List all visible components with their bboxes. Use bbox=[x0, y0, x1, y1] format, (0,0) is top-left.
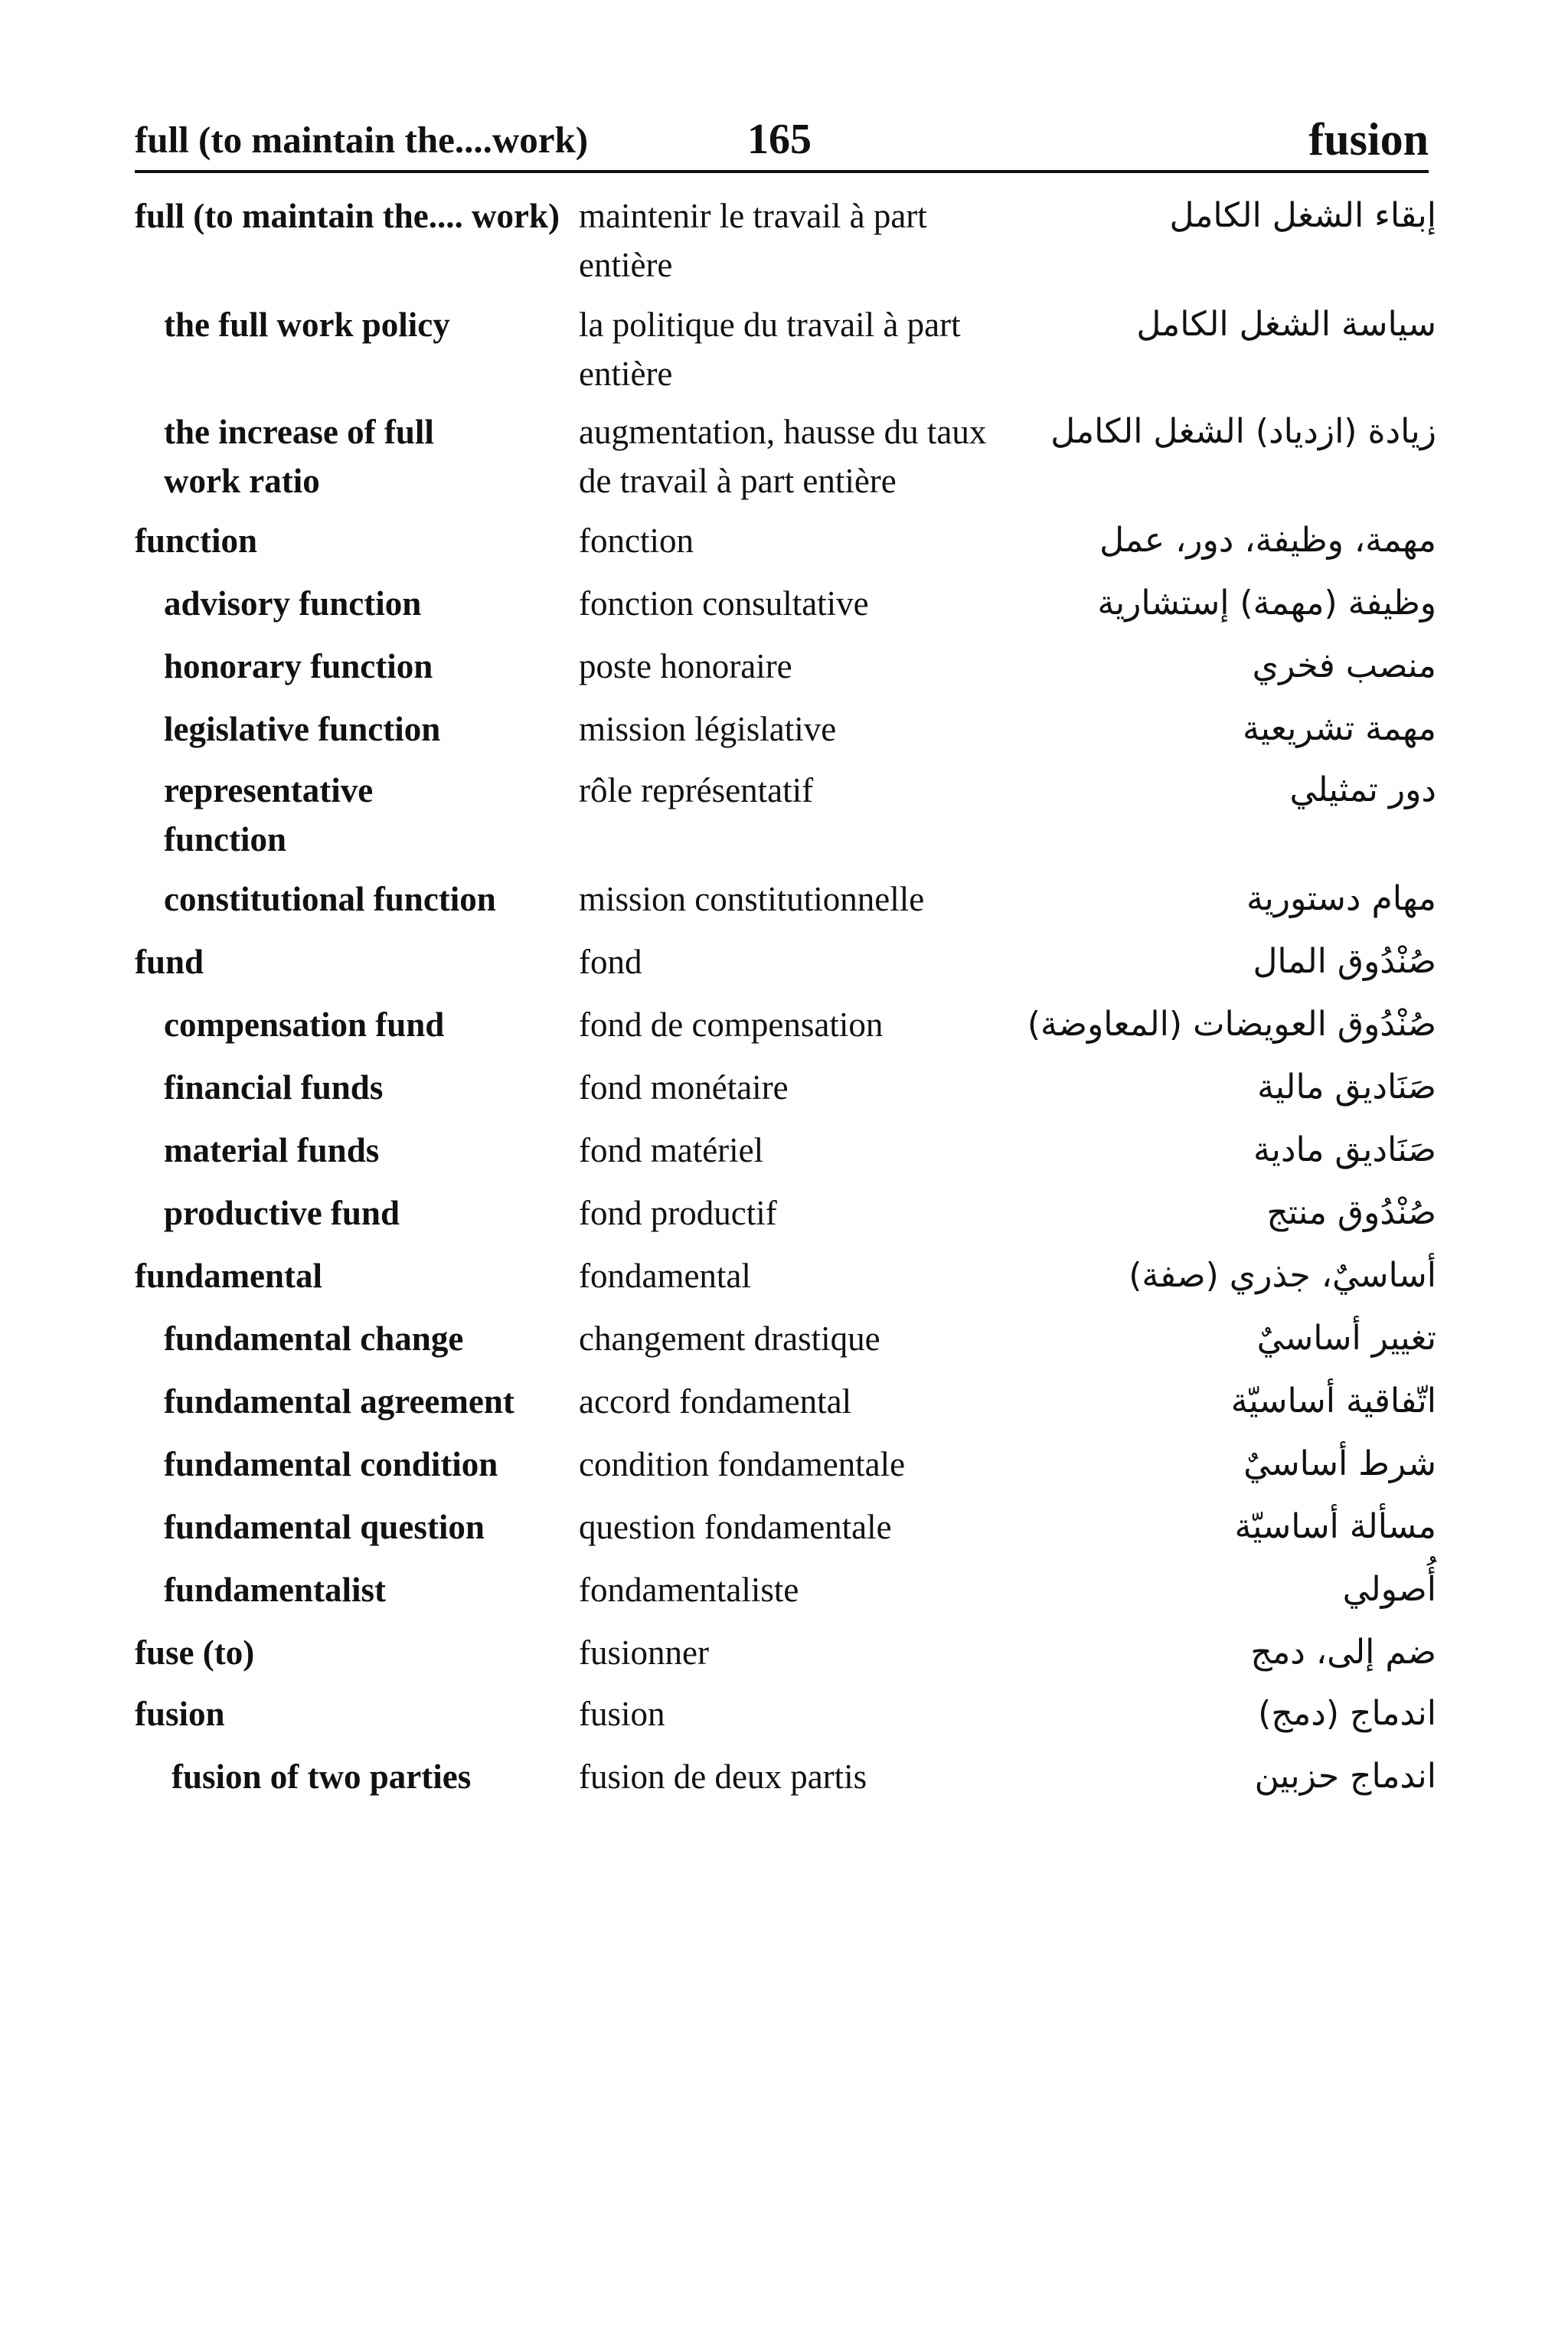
entry-arabic: صُنْدُوق العويضات (المعاوضة) bbox=[1027, 1005, 1436, 1044]
entry-french: mission constitutionnelle bbox=[579, 880, 925, 918]
entry-arabic: صَنَاديق مادية bbox=[1253, 1130, 1436, 1169]
entry-french: mission législative bbox=[579, 710, 837, 748]
entry-french: question fondamentale bbox=[579, 1508, 892, 1546]
entry-arabic: وظيفة (مهمة) إستشارية bbox=[1097, 584, 1436, 623]
entry-french: rôle représentatif bbox=[579, 771, 814, 809]
entry-french: fonction consultative bbox=[579, 584, 869, 623]
entry-arabic: مسألة أساسيّة bbox=[1234, 1507, 1436, 1546]
entry-english: material funds bbox=[164, 1131, 380, 1169]
entry-english: fundamental change bbox=[164, 1319, 464, 1358]
entry-french: maintenir le travail à part entière bbox=[579, 197, 927, 284]
entry-french: poste honoraire bbox=[579, 647, 792, 685]
entry-french: fusion de deux partis bbox=[579, 1758, 867, 1796]
entry-english: legislative function bbox=[164, 710, 441, 748]
entry-english: fuse (to) bbox=[135, 1633, 255, 1672]
entry-arabic: صُنْدُوق منتج bbox=[1266, 1193, 1436, 1232]
entry-arabic: إبقاء الشغل الكامل bbox=[1169, 196, 1436, 235]
entry-arabic: اندماج حزبين bbox=[1254, 1757, 1436, 1796]
entry-french: fond bbox=[579, 943, 642, 981]
entry-french: fusionner bbox=[579, 1633, 709, 1672]
header-last-entry: fusion bbox=[1308, 114, 1429, 165]
entry-english: constitutional function bbox=[164, 880, 496, 918]
entry-french: fondamentaliste bbox=[579, 1571, 799, 1609]
entry-french: fusion bbox=[579, 1695, 665, 1733]
entry-english: fusion of two parties bbox=[172, 1758, 472, 1796]
entry-arabic: اتّفاقية أساسيّة bbox=[1230, 1381, 1436, 1421]
entry-french: la politique du travail à part entière bbox=[579, 306, 961, 393]
entry-english: productive fund bbox=[164, 1194, 400, 1232]
entry-arabic: أُصولي bbox=[1342, 1570, 1436, 1609]
entry-english: honorary function bbox=[164, 647, 433, 685]
entry-arabic: اندماج (دمج) bbox=[1258, 1694, 1436, 1733]
entry-french: accord fondamental bbox=[579, 1382, 852, 1421]
entry-arabic: تغيير أساسيٌ bbox=[1256, 1319, 1436, 1358]
entry-french: augmentation, hausse du taux de travail à part entière bbox=[579, 413, 987, 500]
entry-english: the full work policy bbox=[164, 306, 450, 344]
entry-english: the increase of full work ratio bbox=[164, 413, 434, 500]
page-number: 165 bbox=[747, 116, 812, 163]
entry-english: representative function bbox=[164, 771, 374, 858]
entry-english: fusion bbox=[135, 1695, 225, 1733]
entry-english: financial funds bbox=[164, 1068, 384, 1107]
entry-arabic: شرط أساسيٌ bbox=[1243, 1444, 1436, 1483]
entry-english: fundamental condition bbox=[164, 1445, 498, 1483]
entry-arabic: مهمة تشريعية bbox=[1243, 709, 1436, 748]
entry-english: fundamental question bbox=[164, 1508, 485, 1546]
entry-english: fundamentalist bbox=[164, 1571, 387, 1609]
entry-arabic: صُنْدُوق المال bbox=[1253, 942, 1436, 981]
entry-english: function bbox=[135, 522, 258, 560]
entry-french: fondamental bbox=[579, 1257, 751, 1295]
entry-english: compensation fund bbox=[164, 1005, 445, 1044]
entry-arabic: أساسيٌ، جذري (صفة) bbox=[1129, 1256, 1436, 1295]
header-first-entry: full (to maintain the....work) bbox=[135, 119, 589, 161]
entry-french: changement drastique bbox=[579, 1319, 880, 1358]
entry-english: advisory function bbox=[164, 584, 422, 623]
entry-english: fundamental agreement bbox=[164, 1382, 514, 1421]
entry-arabic: مهام دستورية bbox=[1246, 879, 1436, 918]
entry-arabic: مهمة، وظيفة، دور، عمل bbox=[1099, 521, 1436, 560]
entry-arabic: ضم إلى، دمج bbox=[1250, 1633, 1436, 1672]
entry-french: condition fondamentale bbox=[579, 1445, 906, 1483]
entry-arabic: زيادة (ازدياد) الشغل الكامل bbox=[1050, 412, 1436, 451]
entry-french: fond matériel bbox=[579, 1131, 764, 1169]
entry-english: fund bbox=[135, 943, 204, 981]
entry-arabic: سياسة الشغل الكامل bbox=[1136, 305, 1436, 344]
entry-french: fond de compensation bbox=[579, 1005, 884, 1044]
entry-french: fond productif bbox=[579, 1194, 777, 1232]
entry-french: fonction bbox=[579, 522, 694, 560]
entry-english: full (to maintain the.... work) bbox=[135, 197, 560, 235]
entry-arabic: دور تمثيلي bbox=[1289, 770, 1436, 809]
entry-french: fond monétaire bbox=[579, 1068, 789, 1107]
entry-arabic: صَنَاديق مالية bbox=[1257, 1068, 1436, 1107]
entry-arabic: منصب فخري bbox=[1252, 646, 1436, 685]
entry-english: fundamental bbox=[135, 1257, 323, 1295]
